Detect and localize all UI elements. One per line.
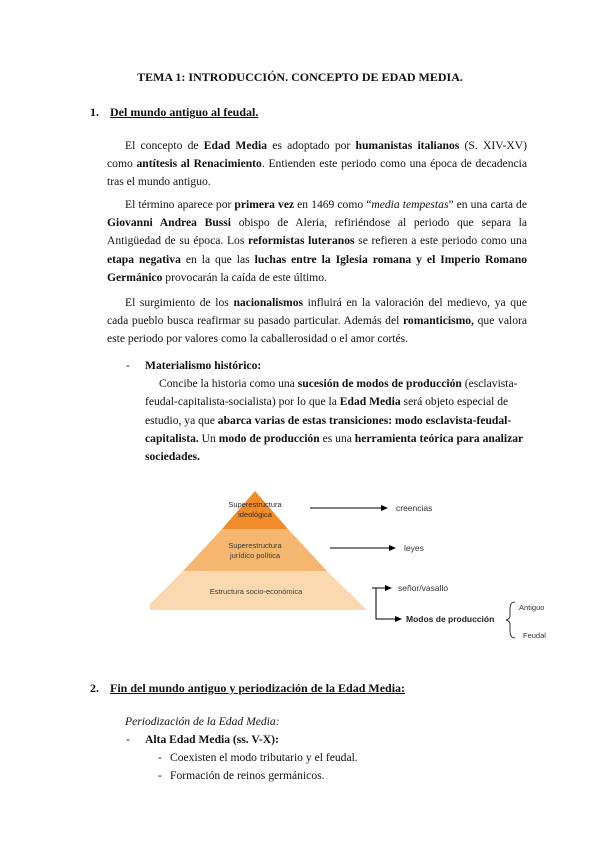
pyramid-mid-label-2: jurídico política xyxy=(229,551,281,560)
paragraph-2 xyxy=(107,196,527,287)
pyramid-top-label-2: ideológica xyxy=(238,510,272,519)
p1-bold-antitesis: antítesis al Renacimiento xyxy=(136,157,262,171)
p2-text: se refieren a este periodo como una xyxy=(354,234,527,248)
curly-brace xyxy=(506,602,515,638)
p1-text: . Entienden este periodo como una época de decadencia tras el mundo antiguo. xyxy=(107,157,527,189)
bullet-text: Un xyxy=(198,431,219,445)
section-1-title: Del mundo antiguo al feudal. xyxy=(110,105,259,119)
p2-text: obispo de Aleria, refiriéndose al periodo que separa la Antigüedad de su época. Los xyxy=(107,216,527,248)
p1-text: (S. XIV-XV) como xyxy=(107,139,527,171)
bullet-materialismo xyxy=(145,357,527,466)
p2-text: ” en una carta de xyxy=(448,198,527,211)
p2-bold-luchas: luchas entre la Iglesia romana y el Imperio Romano Germánico xyxy=(107,252,528,284)
p2-text: en la que las xyxy=(180,252,255,266)
p3-bold-nacionalismos: nacionalismos xyxy=(233,296,304,309)
p3-text: que valora este periodo por valores como la caballerosidad o el amor cortés. xyxy=(107,314,527,346)
bullet-text: es una xyxy=(319,431,355,445)
pyramid-diagram xyxy=(150,488,580,648)
paragraph-1 xyxy=(107,137,527,192)
p2-text: provocarán la caída de este último. xyxy=(162,270,327,284)
section-2-title: Fin del mundo antiguo y periodización de la Edad Media: xyxy=(110,681,406,695)
bullet-text: será objeto especial de estudio, ya que xyxy=(145,395,509,427)
p1-text: El concepto de xyxy=(125,139,204,152)
pyramid-top-label-1: Superestructura xyxy=(228,500,282,509)
label-modos-produccion: Modos de producción xyxy=(406,614,495,624)
p1-bold-humanistas: humanistas italianos xyxy=(355,139,460,152)
pyramid-base-label: Estructura socio-económica xyxy=(209,587,303,596)
p2-bold-bussi: Giovanni Andrea Bussi xyxy=(107,216,232,230)
bullet-text: Concibe la historia como una xyxy=(159,377,298,391)
section-1-number: 1. xyxy=(90,105,99,119)
bullet-bold-modo: modo de producción xyxy=(218,431,320,445)
pyramid-mid-label-1: Superestructura xyxy=(228,541,282,550)
p2-bold-etapa: etapa negativa xyxy=(107,252,181,266)
p3-text: El surgimiento de los xyxy=(125,296,234,309)
bullet-bold-edad-media: Edad Media xyxy=(339,395,401,409)
label-creencias: creencias xyxy=(396,503,433,513)
p3-text: influirá en la valoración del medievo, ya que cada pueblo busca reafirmar su pasado particular. Además del xyxy=(107,296,527,328)
label-feudal: Feudal xyxy=(523,631,546,640)
arrowhead-senor xyxy=(385,585,392,591)
bullet-text: (esclavista-feudal-capitalista-socialista) por lo que la xyxy=(145,377,518,409)
pyramid-middle-tier xyxy=(183,529,327,571)
p2-text: en 1469 como “ xyxy=(294,198,372,211)
item-dash: - xyxy=(126,733,130,746)
p1-text: es adoptado por xyxy=(267,139,356,152)
p2-text: El término aparece por xyxy=(125,198,235,211)
bullet-bold-abarca: abarca varias de estas transiciones: modo esclavista-feudal-capitalista. xyxy=(145,413,512,445)
bullet-label: Materialismo histórico: xyxy=(145,359,262,372)
bullet-dash: - xyxy=(126,359,130,372)
label-leyes: leyes xyxy=(404,543,424,553)
arrowhead-creencias xyxy=(381,505,388,511)
subitem-text: Formación de reinos germánicos. xyxy=(170,769,325,782)
section-2-heading xyxy=(90,679,405,697)
section-2-number: 2. xyxy=(90,681,99,695)
bullet-bold-sucesion: sucesión de modos de producción xyxy=(297,377,462,391)
label-senor-vasallo: señor/vasallo xyxy=(398,583,449,593)
arrowhead-leyes xyxy=(389,545,396,551)
subitem-dash: - xyxy=(158,751,162,764)
p3-bold-romanticismo: romanticismo, xyxy=(403,314,474,328)
subitem-text: Coexisten el modo tributario y el feudal. xyxy=(170,751,358,764)
item-alta-edad-media: Alta Edad Media (ss. V-X): xyxy=(145,733,279,746)
label-antiguo: Antiguo xyxy=(519,603,545,612)
paragraph-3 xyxy=(107,294,527,349)
page-title: TEMA 1: INTRODUCCIÓN. CONCEPTO DE EDAD MEDIA. xyxy=(137,70,463,84)
subitem-dash: - xyxy=(158,769,162,782)
arrow-modos xyxy=(376,588,396,619)
bullet-bold-herramienta: herramienta teórica para analizar sociedades. xyxy=(145,431,523,464)
section-1-heading xyxy=(90,103,258,121)
p2-italic-media-tempestas: media tempestas xyxy=(371,198,449,211)
p2-bold-reformistas: reformistas luteranos xyxy=(248,234,355,248)
arrowhead-modos xyxy=(395,616,402,622)
p1-bold-edad-media: Edad Media xyxy=(203,139,267,152)
periodizacion-subtitle: Periodización de la Edad Media: xyxy=(125,715,280,728)
p2-bold: primera vez xyxy=(234,198,295,211)
